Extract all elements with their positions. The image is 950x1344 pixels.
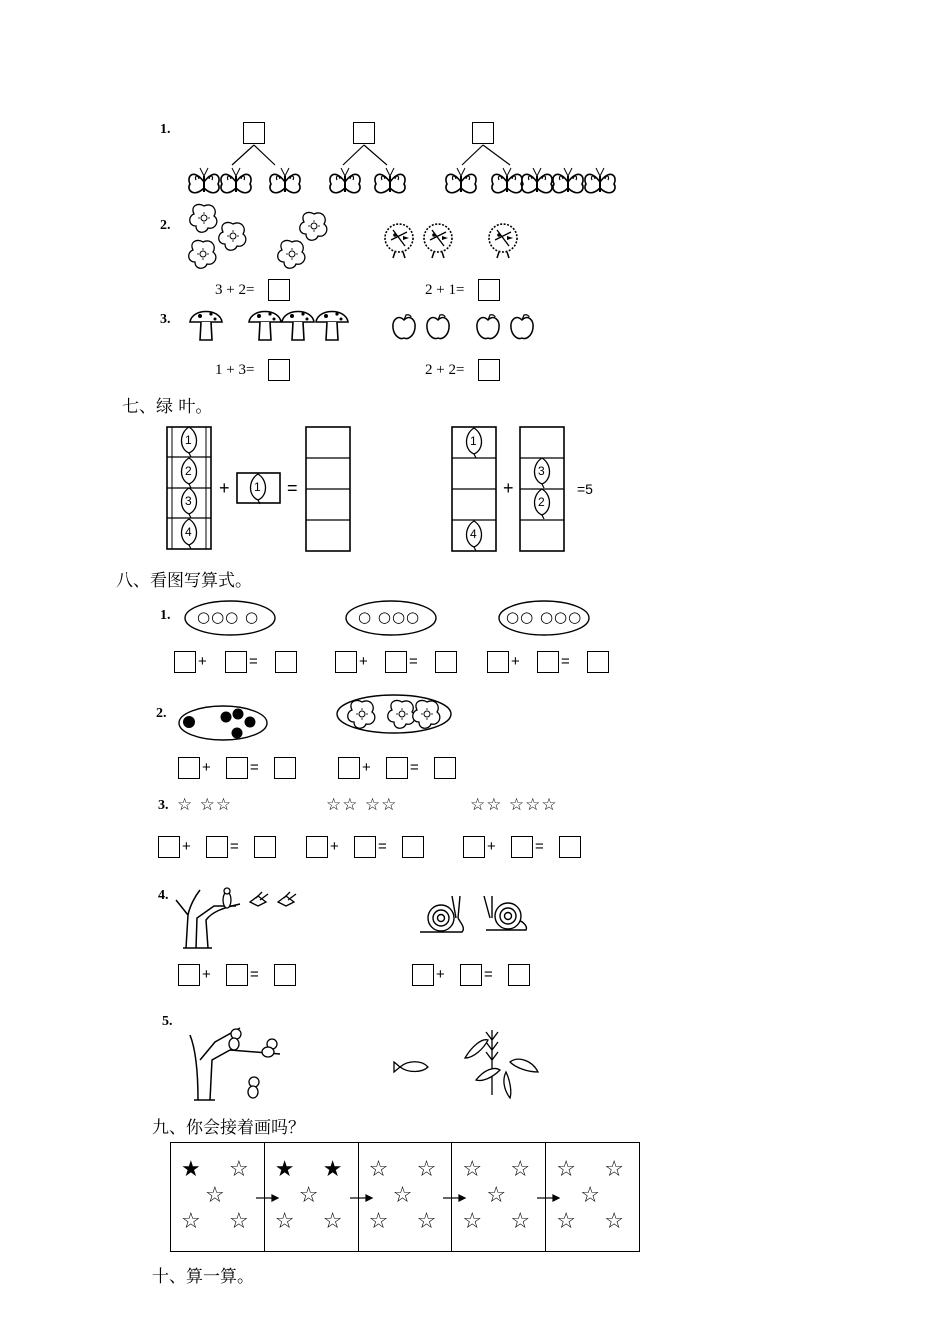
leaf-number: 3 bbox=[185, 494, 192, 508]
star: ☆ bbox=[416, 1209, 438, 1234]
star: ☆ bbox=[416, 1157, 438, 1182]
equation-1-plus-3: 1 + 3= bbox=[215, 362, 255, 378]
equals-sign: = bbox=[378, 838, 387, 855]
leaf-number: 1 bbox=[185, 433, 192, 447]
equals-sign: = bbox=[535, 838, 544, 855]
star: ☆ bbox=[368, 1209, 390, 1234]
equals-sign: = bbox=[409, 653, 418, 670]
item-number-2: 2. bbox=[156, 706, 167, 721]
item-number-5: 5. bbox=[162, 1014, 173, 1029]
equals-sign: = bbox=[249, 653, 258, 670]
circle-group: ○ ○○○ bbox=[358, 608, 421, 626]
leaf-number: 4 bbox=[470, 527, 477, 541]
star: ☆ bbox=[368, 1157, 390, 1182]
star: ☆ bbox=[510, 1209, 532, 1234]
item-number-3: 3. bbox=[158, 798, 169, 813]
plus-sign: + bbox=[359, 653, 368, 670]
equals-sign: = bbox=[230, 838, 239, 855]
star: ☆ bbox=[462, 1157, 484, 1182]
equation-2-plus-1: 2 + 1= bbox=[425, 282, 465, 298]
star: ☆ bbox=[556, 1157, 577, 1182]
star-group: ☆☆ ☆☆☆ bbox=[470, 795, 558, 815]
leaf-number: 1 bbox=[470, 434, 477, 448]
equation-3-plus-2: 3 + 2= bbox=[215, 282, 255, 298]
circle-group: ○○○ ○ bbox=[197, 608, 260, 626]
item-number-1: 1. bbox=[160, 608, 171, 623]
leaf-number: 2 bbox=[185, 464, 192, 478]
star: ☆ bbox=[274, 1209, 296, 1234]
equals-sign: = bbox=[561, 653, 570, 670]
item-number-1: 1. bbox=[160, 122, 171, 137]
equals-sign: = bbox=[250, 759, 259, 776]
star: ☆ bbox=[392, 1183, 414, 1208]
section-8-title: 八、看图写算式。 bbox=[116, 571, 252, 591]
star: ☆ bbox=[486, 1183, 508, 1208]
plus-sign: + bbox=[436, 966, 445, 983]
star: ☆ bbox=[510, 1157, 532, 1182]
leaf-result: =5 bbox=[577, 481, 593, 497]
star: ★ bbox=[274, 1157, 296, 1182]
star: ☆ bbox=[322, 1209, 344, 1234]
circle-group: ○○ ○○○ bbox=[506, 608, 583, 626]
plus-sign: + bbox=[487, 838, 496, 855]
star: ★ bbox=[322, 1157, 344, 1182]
section-7-title: 七、绿 叶。 bbox=[122, 397, 213, 417]
plus-sign: + bbox=[362, 759, 371, 776]
star: ☆ bbox=[604, 1157, 625, 1182]
leaf-number: 1 bbox=[254, 480, 261, 494]
plus-sign: + bbox=[219, 478, 230, 498]
star: ☆ bbox=[462, 1209, 484, 1234]
star: ☆ bbox=[298, 1183, 320, 1208]
star: ☆ bbox=[556, 1209, 577, 1234]
star-group: ☆☆ ☆☆ bbox=[326, 795, 398, 815]
star: ☆ bbox=[205, 1183, 226, 1208]
plus-sign: + bbox=[202, 966, 211, 983]
section-9-title: 九、你会接着画吗？ bbox=[152, 1118, 305, 1138]
plus-sign: + bbox=[182, 838, 191, 855]
star-group: ☆ ☆☆ bbox=[177, 795, 233, 815]
plus-sign: + bbox=[330, 838, 339, 855]
leaf-number: 2 bbox=[538, 495, 545, 509]
star: ☆ bbox=[604, 1209, 625, 1234]
star: ★ bbox=[181, 1157, 202, 1182]
star: ☆ bbox=[229, 1157, 250, 1182]
item-number-3: 3. bbox=[160, 312, 171, 327]
equation-2-plus-2: 2 + 2= bbox=[425, 362, 465, 378]
item-number-2: 2. bbox=[160, 218, 171, 233]
equals-sign: = bbox=[287, 478, 298, 498]
leaf-number: 4 bbox=[185, 525, 192, 539]
star: ☆ bbox=[229, 1209, 250, 1234]
leaf-number: 3 bbox=[538, 464, 545, 478]
plus-sign: + bbox=[202, 759, 211, 776]
equals-sign: = bbox=[484, 966, 493, 983]
star: ☆ bbox=[181, 1209, 202, 1234]
equals-sign: = bbox=[250, 966, 259, 983]
plus-sign: + bbox=[503, 478, 514, 498]
item-number-4: 4. bbox=[158, 888, 169, 903]
equals-sign: = bbox=[410, 759, 419, 776]
star: ☆ bbox=[580, 1183, 601, 1208]
plus-sign: + bbox=[198, 653, 207, 670]
plus-sign: + bbox=[511, 653, 520, 670]
section-10-title: 十、算一算。 bbox=[152, 1267, 254, 1287]
